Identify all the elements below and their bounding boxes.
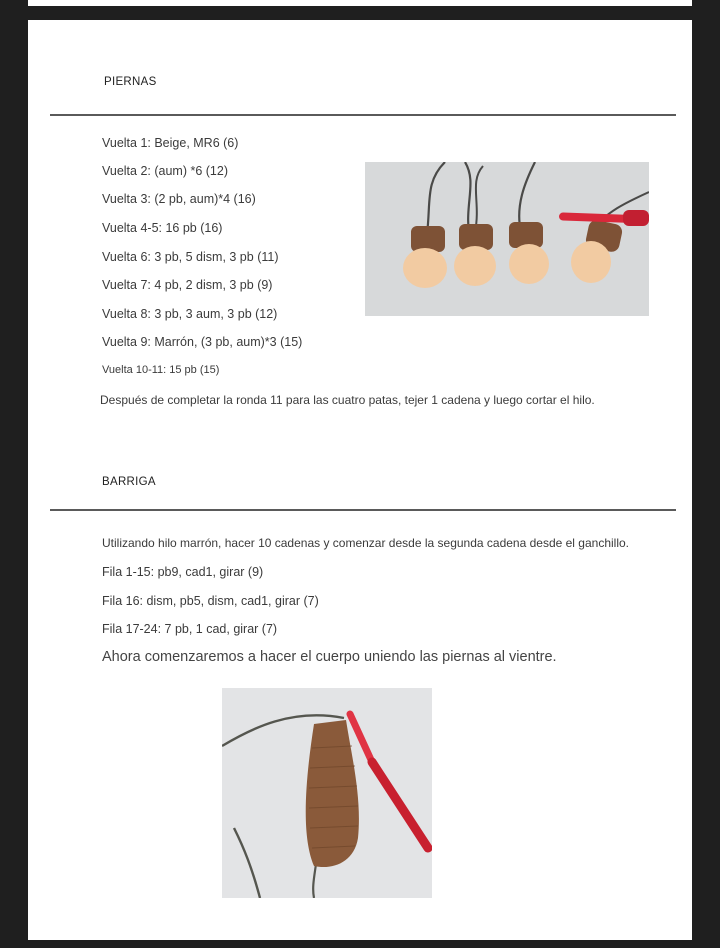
section-divider (50, 509, 676, 511)
instruction-line: Vuelta 1: Beige, MR6 (6) (102, 136, 239, 150)
instruction-line: Vuelta 2: (aum) *6 (12) (102, 164, 228, 178)
pattern-page (28, 20, 692, 940)
instruction-line: Vuelta 6: 3 pb, 5 dism, 3 pb (11) (102, 250, 279, 264)
section-title-barriga: BARRIGA (102, 476, 156, 488)
instruction-line: Vuelta 4-5: 16 pb (16) (102, 221, 223, 235)
instruction-line: Fila 16: dism, pb5, dism, cad1, girar (7) (102, 594, 319, 608)
instruction-line: Vuelta 10-11: 15 pb (15) (102, 364, 220, 376)
instruction-line: Fila 17-24: 7 pb, 1 cad, girar (7) (102, 622, 278, 636)
belly-photo (222, 688, 432, 898)
previous-page-edge (28, 0, 692, 6)
instruction-line: Vuelta 7: 4 pb, 2 dism, 3 pb (9) (102, 278, 273, 292)
instruction-line: Vuelta 3: (2 pb, aum)*4 (16) (102, 192, 256, 206)
piernas-note: Después de completar la ronda 11 para las cuatro patas, tejer 1 cadena y luego cortar el hilo. (100, 393, 595, 407)
instruction-line: Vuelta 9: Marrón, (3 pb, aum)*3 (15) (102, 335, 303, 349)
barriga-closing: Ahora comenzaremos a hacer el cuerpo uniendo las piernas al vientre. (102, 649, 557, 665)
section-divider (50, 114, 676, 116)
legs-photo (365, 162, 649, 316)
section-title-piernas: PIERNAS (104, 76, 157, 88)
barriga-intro: Utilizando hilo marrón, hacer 10 cadenas y comenzar desde la segunda cadena desde el ganchillo. (102, 536, 629, 550)
instruction-line: Vuelta 8: 3 pb, 3 aum, 3 pb (12) (102, 307, 278, 321)
instruction-line: Fila 1-15: pb9, cad1, girar (9) (102, 565, 264, 579)
